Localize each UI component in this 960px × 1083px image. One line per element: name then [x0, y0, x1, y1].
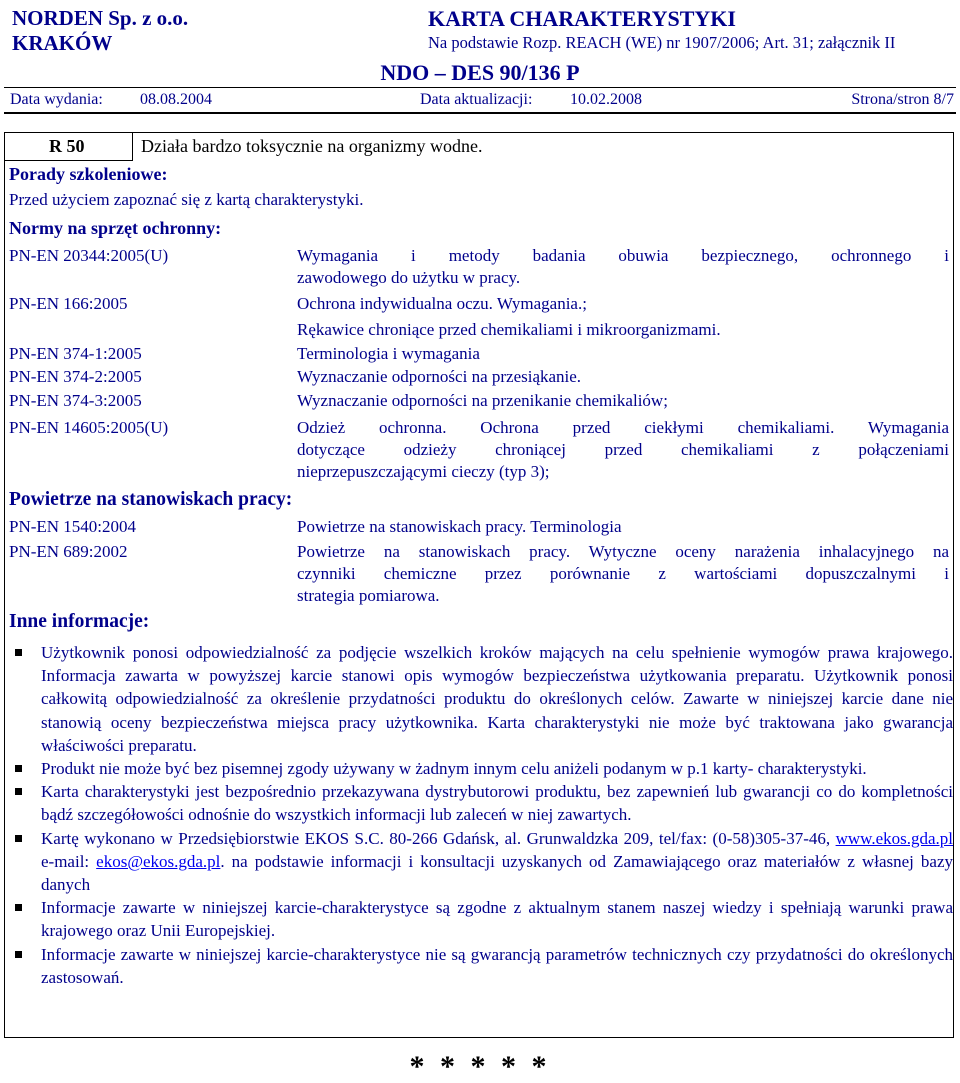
- description-line: dotyczące odzieży chroniącej przed chemikaliami z połączeniami: [297, 440, 949, 459]
- standard-code: PN-EN 689:2002: [9, 542, 128, 561]
- workplace-heading: Powietrze na stanowiskach pracy:: [9, 489, 293, 510]
- end-of-document-stars: * * * * *: [409, 1050, 551, 1083]
- list-item: [9, 757, 953, 780]
- training-heading: Porady szkoleniowe:: [9, 164, 168, 184]
- description-line: Powietrze na stanowiskach pracy. Wytyczne oceny narażenia inhalacyjnego na: [297, 542, 949, 561]
- standard-description: [297, 343, 949, 365]
- list-item-text: [41, 829, 953, 894]
- description-line: Wyznaczanie odporności na przenikanie chemikaliów;: [297, 391, 668, 410]
- standard-description: [297, 366, 949, 388]
- description-line: czynniki chemiczne przez porównanie z wartościami dopuszczalnymi i: [297, 564, 949, 583]
- training-text: Przed użyciem zapoznać się z kartą charakterystyki.: [9, 190, 364, 209]
- list-item: [9, 827, 953, 897]
- standard-description: [297, 319, 949, 341]
- r-phrase-text: Działa bardzo toksycznie na organizmy wodne.: [141, 136, 483, 156]
- description-line: zawodowego do użytku w pracy.: [297, 268, 521, 287]
- standard-code: PN-EN 374-3:2005: [9, 391, 142, 410]
- document-title-block: [428, 6, 948, 55]
- description-line: Ochrona indywidualna oczu. Wymagania.;: [297, 294, 587, 313]
- bullet-square-icon: [15, 904, 22, 911]
- bullet-square-icon: [15, 835, 22, 842]
- ekos-website-link[interactable]: www.ekos.gda.pl: [835, 828, 953, 848]
- r-phrase-code: R 50: [49, 136, 85, 156]
- description-line: Odzież ochronna. Ochrona przed ciekłymi chemikaliami. Wymagania: [297, 418, 949, 437]
- list-item: [9, 943, 953, 989]
- header-bottom-divider: [4, 112, 956, 114]
- document-header: [4, 4, 956, 110]
- bullet-square-icon: [15, 765, 22, 772]
- content-frame: [4, 132, 954, 1038]
- list-item-text: Użytkownik ponosi odpowiedzialność za podjęcie wszelkich kroków mających na celu spełnienie wymogów prawa krajowego. Informacja zawarta w powyższej karcie stanowi opis wymogów bezpieczeństwa użytkowania preparatu. Użytkownik ponosi całkowitą odpowiedzialność za określenie przydatności produktu do określonych celów. Zawarte w niniejszej karcie dane nie stanowią oceny bezpieczeństwa miejsca pracy użytkownika. Karta charakterystyki nie może być traktowana jako gwarancja właściwości preparatu.: [41, 643, 953, 755]
- issue-date-label: Data wydania:: [10, 91, 103, 108]
- description-line: strategia pomiarowa.: [297, 586, 440, 605]
- list-item: [9, 641, 953, 757]
- standard-code: PN-EN 20344:2005(U): [9, 246, 169, 265]
- bullet-square-icon: [15, 951, 22, 958]
- standard-code: PN-EN 1540:2004: [9, 517, 137, 536]
- description-line: Terminologia i wymagania: [297, 344, 480, 363]
- page-number: Strona/stron 8/7: [851, 91, 954, 108]
- product-name: NDO – DES 90/136 P: [380, 60, 580, 85]
- header-divider: [4, 87, 956, 88]
- document-subtitle: Na podstawie Rozp. REACH (WE) nr 1907/2006; Art. 31; załącznik II: [428, 33, 896, 52]
- description-line: nieprzepuszczającymi cieczy (typ 3);: [297, 462, 550, 481]
- header-dates-row: [4, 89, 956, 111]
- list-item-text: Produkt nie może być bez pisemnej zgody używany w żadnym innym celu aniżeli podanym w p.1 karty- charakterystyki.: [41, 759, 867, 779]
- list-item-text: Informacje zawarte w niniejszej karcie-charakterystyce nie są gwarancją parametrów technicznych czy przydatności do określonych zastosowań.: [41, 944, 953, 987]
- standard-description: [297, 541, 949, 607]
- standard-code: PN-EN 374-1:2005: [9, 344, 142, 363]
- standard-description: [297, 390, 949, 412]
- company-line-1: NORDEN Sp. z o.o.: [12, 6, 189, 30]
- r50-code-box: [5, 133, 133, 161]
- standard-description: [297, 293, 949, 315]
- list-item-text: Informacje zawarte w niniejszej karcie-charakterystyce są zgodne z aktualnym stanem naszej wiedzy i spełniają warunki prawa krajowego oraz Unii Europejskiej.: [41, 898, 953, 941]
- other-info-heading: Inne informacje:: [9, 611, 150, 632]
- email-label: e-mail:: [41, 851, 97, 871]
- update-date: 10.02.2008: [570, 91, 642, 108]
- list-item: [9, 780, 953, 826]
- bullet-square-icon: [15, 649, 22, 656]
- company-line-2: KRAKÓW: [12, 31, 113, 55]
- equipment-heading: Normy na sprzęt ochronny:: [9, 218, 222, 238]
- bullet-square-icon: [15, 788, 22, 795]
- description-line: Powietrze na stanowiskach pracy. Terminologia: [297, 517, 622, 536]
- update-date-label: Data aktualizacji:: [420, 91, 533, 108]
- standard-code: PN-EN 166:2005: [9, 294, 128, 313]
- standard-description: [297, 417, 949, 483]
- list-item: [9, 896, 953, 942]
- ekos-text-after: . na podstawie informacji i konsultacji uzyskanych od Zamawiającego oraz materiałów z własnej bazy danych: [41, 851, 953, 895]
- other-info-list: [9, 641, 953, 989]
- issue-date: 08.08.2004: [140, 91, 212, 108]
- description-line: Wymagania i metody badania obuwia bezpiecznego, ochronnego i: [297, 246, 949, 265]
- list-item-text: Karta charakterystyki jest bezpośrednio przekazywana dystrybutorowi produktu, bez zapewnień lub gwarancji co do kompletności bądź szczegółowości odnośnie do wszystkich informacji lub zaleceń w niej zawartych.: [41, 782, 953, 825]
- standard-code: PN-EN 374-2:2005: [9, 367, 142, 386]
- company-name: [12, 6, 420, 56]
- document-title: KARTA CHARAKTERYSTYKI: [428, 6, 736, 31]
- description-line: Wyznaczanie odporności na przesiąkanie.: [297, 367, 582, 386]
- description-line: Rękawice chroniące przed chemikaliami i mikroorganizmami.: [297, 320, 721, 339]
- standard-code: PN-EN 14605:2005(U): [9, 418, 169, 437]
- ekos-text-before: Kartę wykonano w Przedsiębiorstwie EKOS S.C. 80-266 Gdańsk, al. Grunwaldzka 209, tel/fax: (0-58)305-37-46,: [41, 828, 836, 848]
- standard-description: [297, 245, 949, 289]
- standard-description: [297, 516, 949, 538]
- ekos-email-link[interactable]: ekos@ekos.gda.pl: [96, 851, 221, 871]
